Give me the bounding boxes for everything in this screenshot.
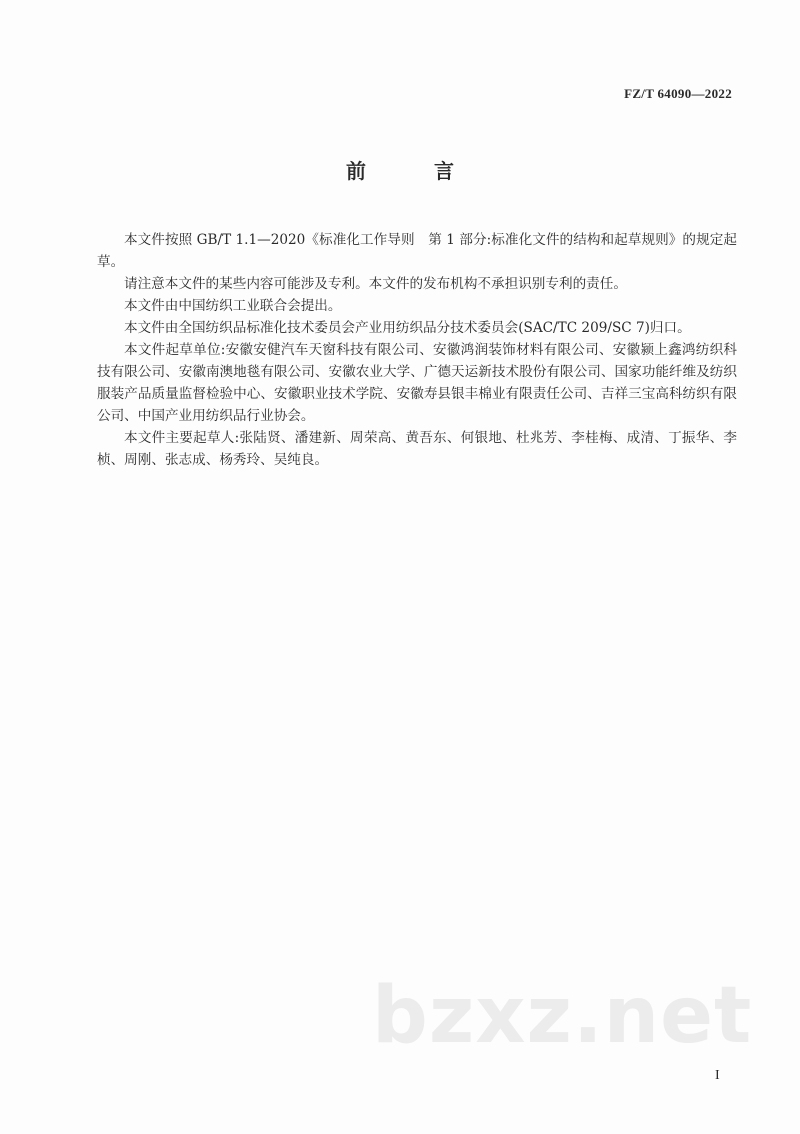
paragraph-administrator: 本文件由全国纺织品标准化技术委员会产业用纺织品分技术委员会(SAC/TC 209/SC 7)归口。 xyxy=(124,320,691,336)
paragraph-patent-notice: 请注意本文件的某些内容可能涉及专利。本文件的发布机构不承担识别专利的责任。 xyxy=(124,276,627,292)
page-title: 前 言 xyxy=(346,159,478,183)
standard-number: FZ/T 64090—2022 xyxy=(624,86,732,101)
paragraph-drafting-units: 本文件起草单位:安徽安健汽车天窗科技有限公司、安徽鸿润装饰材料有限公司、安徽颍上鑫鸿纺织科技有限公司、安徽南澳地毯有限公司、安徽农业大学、广德天运新技术股份有限公司、国家功能纤维及纺织服装产品质量监督检验中心、安徽职业技术学院、安徽寿县银丰棉业有限责任公司、吉祥三宝高科纺织有限公司、中国产业用纺织品行业协会。 xyxy=(97,342,737,424)
document-body xyxy=(97,229,737,471)
watermark: bzxz.net xyxy=(372,971,753,1061)
paragraph-proposer: 本文件由中国纺织工业联合会提出。 xyxy=(124,298,342,314)
paragraph-drafting-rules: 本文件按照 GB/T 1.1—2020《标准化工作导则 第 1 部分:标准化文件的结构和起草规则》的规定起草。 xyxy=(97,232,737,270)
paragraph-drafters: 本文件主要起草人:张陆贤、潘建新、周荣高、黄吾东、何银地、杜兆芳、李桂梅、成清、丁振华、李桢、周刚、张志成、杨秀玲、吴纯良。 xyxy=(97,430,737,468)
page-number: I xyxy=(715,1068,720,1083)
